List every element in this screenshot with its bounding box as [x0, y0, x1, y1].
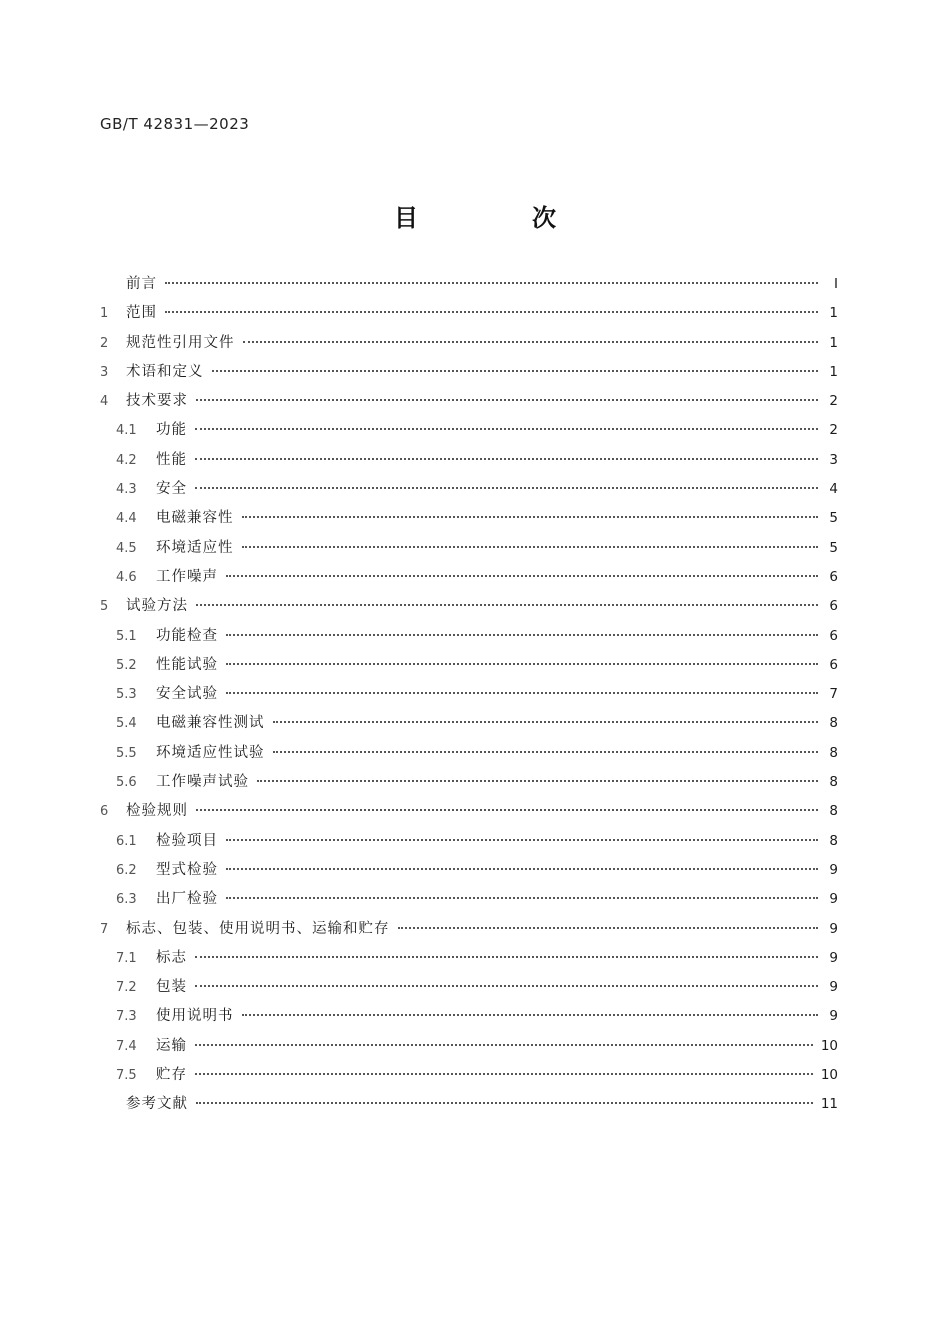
- toc-entry-label: 贮存: [156, 1067, 187, 1084]
- toc-entry-page: 9: [829, 949, 838, 966]
- toc-entry-label: 性能: [156, 451, 187, 468]
- toc-entry-number: 5.4: [116, 716, 137, 732]
- toc-entry-number: 7.4: [116, 1038, 137, 1054]
- toc-entry-number: 5.3: [116, 687, 137, 703]
- toc-entry-label: 安全: [156, 481, 187, 498]
- toc-entry[interactable]: [100, 477, 838, 506]
- toc-entry-number: 4.5: [116, 540, 137, 556]
- toc-entry-number: 6: [100, 804, 109, 820]
- toc-entry-page: Ⅰ: [834, 276, 838, 292]
- toc-entry-page: 2: [829, 393, 838, 410]
- toc-entry[interactable]: [100, 418, 838, 447]
- toc-entry[interactable]: [100, 975, 838, 1004]
- dot-leader: [195, 487, 818, 489]
- toc-entry-number: 3: [100, 364, 109, 380]
- toc-entry-label: 功能检查: [156, 627, 218, 644]
- toc-entry-label: 工作噪声试验: [156, 774, 249, 791]
- toc-entry-label: 试验方法: [126, 598, 188, 615]
- toc-entry[interactable]: [100, 711, 838, 740]
- toc-entry-label: 规范性引用文件: [126, 334, 235, 351]
- dot-leader: [226, 839, 818, 841]
- toc-entry-label: 使用说明书: [156, 1008, 234, 1025]
- toc-entry-page: 2: [829, 422, 838, 439]
- toc-entry-number: 7: [100, 921, 109, 937]
- toc-entry[interactable]: [100, 770, 838, 799]
- toc-entry-label: 出厂检验: [156, 891, 218, 908]
- toc-entry-number: 6.3: [116, 892, 137, 908]
- dot-leader: [195, 1073, 813, 1075]
- dot-leader: [212, 370, 819, 372]
- toc-entry[interactable]: [100, 565, 838, 594]
- toc-entry-page: 8: [829, 774, 838, 791]
- toc-entry[interactable]: [100, 682, 838, 711]
- toc-entry-page: 6: [829, 656, 838, 673]
- toc-entry[interactable]: [100, 829, 838, 858]
- toc-entry-page: 9: [829, 861, 838, 878]
- toc-entry-label: 技术要求: [126, 393, 188, 410]
- toc-entry[interactable]: [100, 653, 838, 682]
- toc-entry-label: 前言: [126, 276, 157, 292]
- toc-entry-page: 9: [829, 979, 838, 996]
- toc-entry-page: 1: [829, 334, 838, 351]
- dot-leader: [226, 897, 818, 899]
- toc-entry-number: 7.1: [116, 950, 137, 966]
- toc-entry-number: 4.4: [116, 511, 137, 527]
- toc-entry-number: 2: [100, 335, 109, 351]
- toc-entry[interactable]: [100, 887, 838, 916]
- toc-entry-page: 8: [829, 832, 838, 849]
- dot-leader: [195, 956, 818, 958]
- dot-leader: [242, 516, 819, 518]
- toc-entry-number: 6.2: [116, 862, 137, 878]
- toc-entry-number: 5.2: [116, 657, 137, 673]
- toc-entry[interactable]: [100, 301, 838, 330]
- toc-entry-page: 8: [829, 715, 838, 732]
- toc-entry[interactable]: [100, 389, 838, 418]
- dot-leader: [196, 809, 818, 811]
- toc-entry-page: 6: [829, 598, 838, 615]
- toc-entry-label: 工作噪声: [156, 568, 218, 585]
- dot-leader: [226, 663, 818, 665]
- toc-entry-page: 10: [820, 1067, 838, 1084]
- toc-entry-page: 8: [829, 744, 838, 761]
- toc-entry[interactable]: [100, 331, 838, 360]
- dot-leader: [226, 575, 818, 577]
- toc-entry-label: 检验规则: [126, 803, 188, 820]
- dot-leader: [242, 1014, 819, 1016]
- toc-entry-label: 标志: [156, 949, 187, 966]
- toc-entry[interactable]: [100, 360, 838, 389]
- toc-entry-page: 5: [829, 510, 838, 527]
- toc-entry-label: 性能试验: [156, 656, 218, 673]
- toc-entry[interactable]: [100, 594, 838, 623]
- dot-leader: [196, 1102, 813, 1104]
- toc-entry-label: 型式检验: [156, 861, 218, 878]
- toc-entry-page: 9: [829, 920, 838, 937]
- toc-entry-number: 7.5: [116, 1068, 137, 1084]
- toc-entry-page: 10: [820, 1037, 838, 1054]
- toc-entry-label: 功能: [156, 422, 187, 439]
- table-of-contents: [100, 272, 838, 1122]
- toc-entry-number: 4.3: [116, 482, 137, 498]
- toc-entry-number: 6.1: [116, 833, 137, 849]
- toc-title: 目 次: [394, 204, 601, 232]
- dot-leader: [196, 604, 818, 606]
- dot-leader: [243, 341, 819, 343]
- toc-entry[interactable]: [100, 536, 838, 565]
- toc-entry-number: 4.2: [116, 452, 137, 468]
- toc-entry[interactable]: [100, 917, 838, 946]
- dot-leader: [273, 721, 819, 723]
- dot-leader: [165, 311, 818, 313]
- toc-entry-page: 1: [829, 363, 838, 380]
- toc-entry-number: 7.2: [116, 980, 137, 996]
- dot-leader: [196, 399, 818, 401]
- dot-leader: [242, 546, 819, 548]
- toc-entry-label: 环境适应性试验: [156, 744, 265, 761]
- toc-entry-page: 9: [829, 1008, 838, 1025]
- toc-entry-number: 5.5: [116, 745, 137, 761]
- toc-entry-number: 1: [100, 306, 109, 322]
- toc-entry[interactable]: [100, 506, 838, 535]
- toc-entry-number: 7.3: [116, 1009, 137, 1025]
- toc-entry-label: 术语和定义: [126, 363, 204, 380]
- dot-leader: [195, 428, 818, 430]
- toc-entry[interactable]: [100, 799, 838, 828]
- toc-entry-label: 标志、包装、使用说明书、运输和贮存: [126, 920, 390, 937]
- toc-entry-label: 检验项目: [156, 832, 218, 849]
- toc-entry[interactable]: [100, 272, 838, 301]
- toc-entry[interactable]: [100, 1092, 838, 1121]
- dot-leader: [226, 868, 818, 870]
- toc-entry-number: 5.1: [116, 628, 137, 644]
- dot-leader: [195, 985, 818, 987]
- toc-entry-number: 5: [100, 599, 109, 615]
- toc-entry-label: 运输: [156, 1037, 187, 1054]
- toc-entry-page: 9: [829, 891, 838, 908]
- toc-entry[interactable]: [100, 1063, 838, 1092]
- toc-entry-label: 安全试验: [156, 686, 218, 703]
- toc-entry-page: 4: [829, 481, 838, 498]
- toc-entry[interactable]: [100, 448, 838, 477]
- dot-leader: [195, 458, 818, 460]
- toc-entry-number: 4: [100, 394, 109, 410]
- dot-leader: [273, 751, 819, 753]
- dot-leader: [257, 780, 818, 782]
- toc-entry[interactable]: [100, 624, 838, 653]
- toc-entry-label: 环境适应性: [156, 539, 234, 556]
- dot-leader: [398, 927, 819, 929]
- toc-entry-label: 电磁兼容性: [156, 510, 234, 527]
- toc-entry-page: 3: [829, 451, 838, 468]
- toc-entry-label: 包装: [156, 979, 187, 996]
- toc-entry[interactable]: [100, 1004, 838, 1033]
- standard-number: GB/T 42831—2023: [100, 115, 250, 133]
- toc-entry-page: 8: [829, 803, 838, 820]
- toc-entry-label: 范围: [126, 305, 157, 322]
- dot-leader: [195, 1044, 813, 1046]
- toc-entry[interactable]: [100, 858, 838, 887]
- toc-entry-number: 4.1: [116, 423, 137, 439]
- toc-entry[interactable]: [100, 1034, 838, 1063]
- toc-entry[interactable]: [100, 946, 838, 975]
- toc-entry[interactable]: [100, 741, 838, 770]
- toc-entry-number: 4.6: [116, 569, 137, 585]
- toc-entry-page: 5: [829, 539, 838, 556]
- toc-entry-page: 7: [829, 686, 838, 703]
- toc-entry-page: 1: [829, 305, 838, 322]
- toc-entry-label: 电磁兼容性测试: [156, 715, 265, 732]
- dot-leader: [165, 282, 818, 284]
- toc-entry-page: 6: [829, 568, 838, 585]
- toc-entry-number: 5.6: [116, 775, 137, 791]
- toc-entry-label: 参考文献: [126, 1096, 188, 1113]
- toc-entry-page: 6: [829, 627, 838, 644]
- dot-leader: [226, 634, 818, 636]
- dot-leader: [226, 692, 818, 694]
- toc-entry-page: 11: [820, 1096, 838, 1113]
